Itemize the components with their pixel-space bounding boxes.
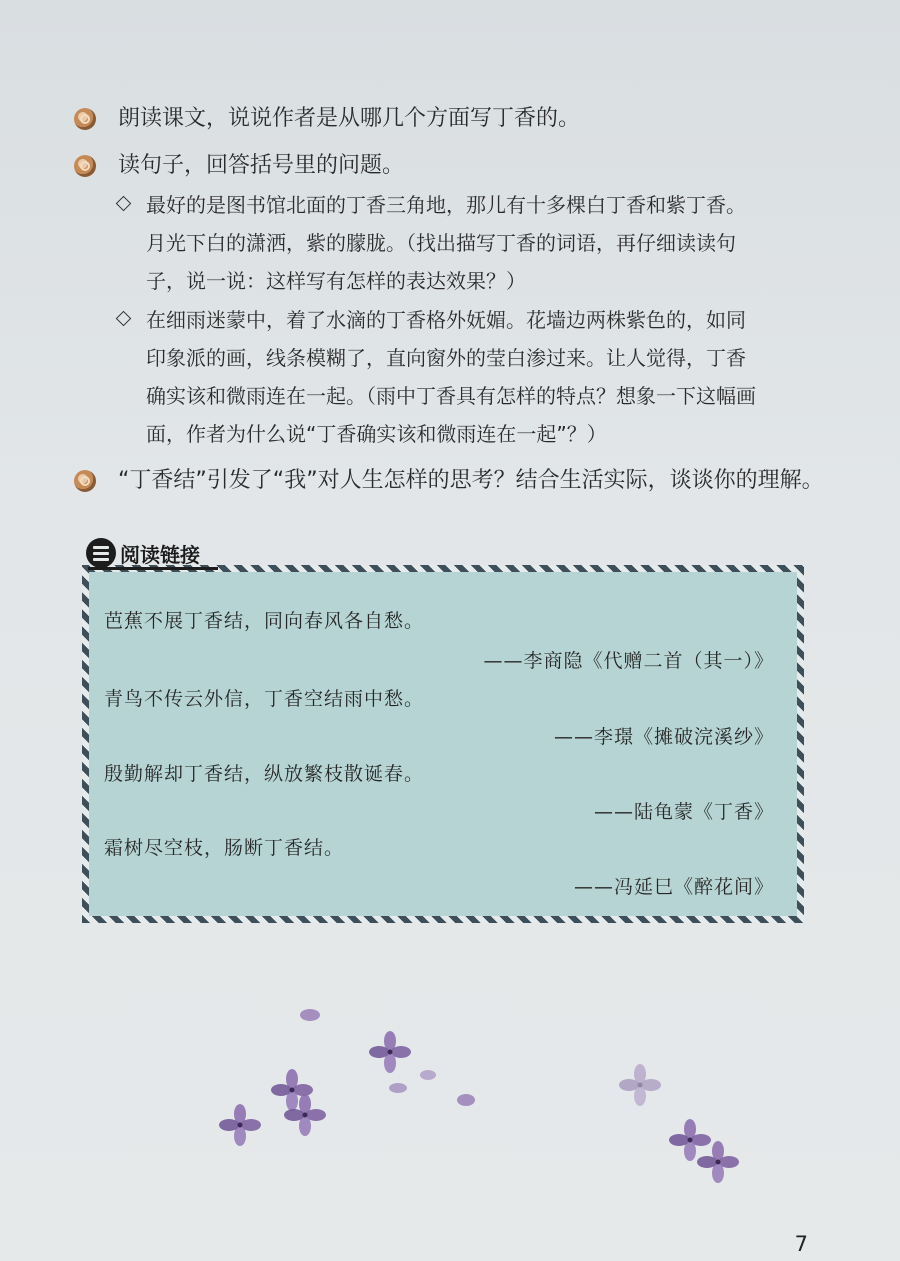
bullet-icon [74, 470, 96, 492]
sub-item-line: 在细雨迷蒙中，着了水滴的丁香格外妩媚。花墙边两株紫色的，如同 [146, 308, 746, 332]
sub-item-line: 最好的是图书馆北面的丁香三角地，那儿有十多棵白丁香和紫丁香。 [146, 193, 746, 217]
sub-item-line: 子，说一说：这样写有怎样的表达效果？） [146, 269, 526, 293]
petal-icon [389, 1083, 407, 1093]
poem-line-1: 芭蕉不展丁香结，同向春风各自愁。 [104, 610, 425, 632]
petal-icon [300, 1009, 320, 1021]
lilac-flowers-illustration [0, 990, 900, 1190]
question-2 [76, 148, 860, 184]
poem-source-3: ——陆龟蒙《丁香》 [593, 801, 774, 823]
flower-icon [219, 1104, 261, 1146]
sub-item-2 [118, 301, 818, 453]
sub-item-line: 确实该和微雨连在一起。（雨中丁香具有怎样的特点？想象一下这幅画 [146, 384, 756, 408]
sub-item-line: 印象派的画，线条模糊了，直向窗外的莹白渗过来。让人觉得，丁香 [146, 346, 746, 370]
question-1 [76, 101, 860, 137]
reading-link-title: 阅读链接 [120, 542, 200, 567]
petal-icon [457, 1094, 475, 1106]
bullet-icon [74, 155, 96, 177]
poem-source-4: ——冯延巳《醉花间》 [573, 876, 774, 898]
sub-item-line: 面，作者为什么说“丁香确实该和微雨连在一起”？） [146, 422, 607, 446]
question-text: 读句子，回答括号里的问题。 [118, 153, 405, 178]
question-text: “丁香结”引发了“我”对人生怎样的思考？结合生活实际，谈谈你的理解。 [118, 468, 824, 493]
poem-line-4: 霜树尽空枝，肠断丁香结。 [104, 837, 345, 859]
flower-icon [669, 1119, 711, 1161]
question-text: 朗读课文，说说作者是从哪几个方面写丁香的。 [118, 106, 581, 131]
petal-icon [420, 1070, 436, 1080]
poem-source-2: ——李璟《摊破浣溪纱》 [553, 726, 774, 748]
poem-line-2: 青鸟不传云外信，丁香空结雨中愁。 [104, 688, 425, 710]
poem-source-1: ——李商隐《代赠二首（其一）》 [483, 650, 774, 672]
sub-item-line: 月光下白的潇洒，紫的朦胧。（找出描写丁香的词语，再仔细读读句 [146, 231, 736, 255]
sub-item-1 [118, 186, 818, 300]
reading-link-header [86, 537, 200, 569]
bullet-icon [74, 108, 96, 130]
book-icon [86, 538, 116, 568]
faded-flower-icon [619, 1064, 661, 1106]
flower-icon [697, 1141, 739, 1183]
flower-icon [369, 1031, 411, 1073]
page-number: 7 [794, 1232, 808, 1256]
poem-line-3: 殷勤解却丁香结，纵放繁枝散诞春。 [104, 763, 425, 785]
question-3 [76, 463, 860, 499]
